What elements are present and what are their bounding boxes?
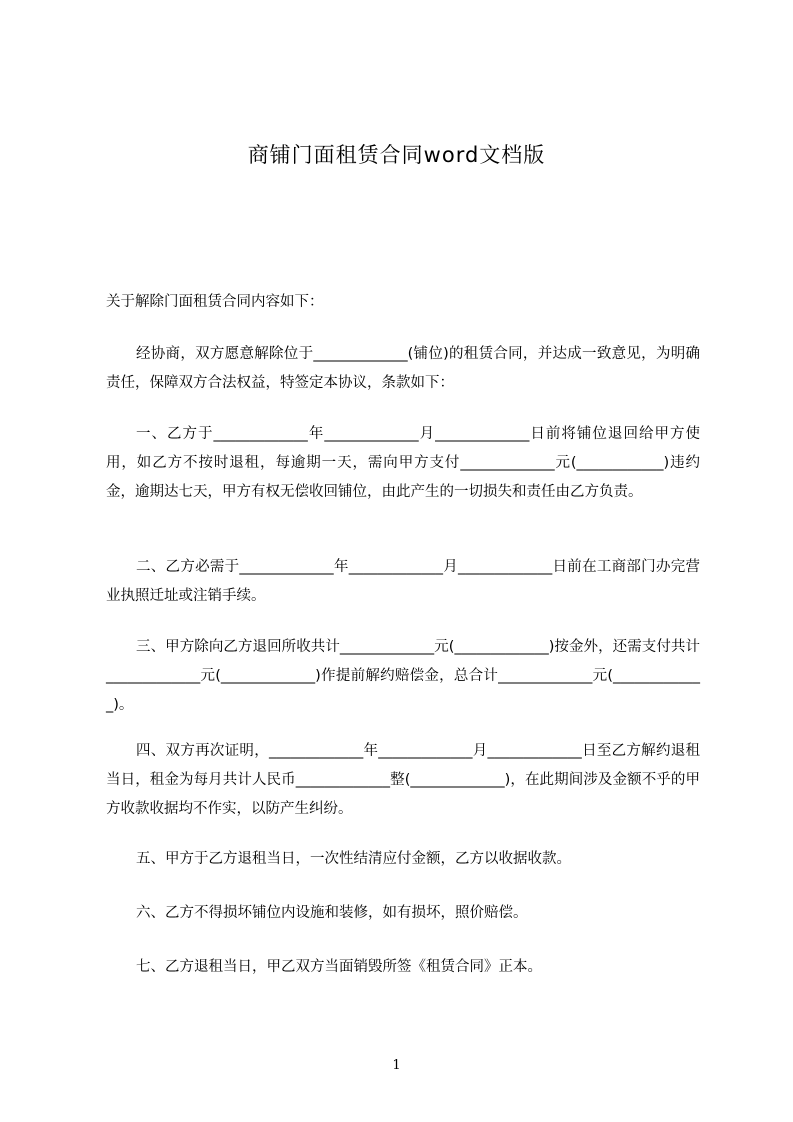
clause-2-paragraph: 二、乙方必需于_____________年_____________月_____________日前在工商部门办完营业执照迁址或注销手续。 [106,559,700,604]
preamble-paragraph: 经协商，双方愿意解除位于_____________(铺位)的租赁合同，并达成一致意见，为明确责任，保障双方合法权益，特签定本协议，条款如下： [106,346,700,391]
clause-3-paragraph: 三、甲方除向乙方退回所收共计_____________元(_____________)按金外，还需支付共计_____________元(_____________)作提前解约赔偿金，总合计_____________元(_____________)。 [106,639,700,713]
document-title: 商铺门面租赁合同word文档版 [247,143,546,167]
clause-1-paragraph: 一、乙方于_____________年_____________月_____________日前将铺位退回给甲方使用，如乙方不按时退租，每逾期一天，需向甲方支付_____________元(____________)违约金，逾期达七天，甲方有权无偿收回铺位，由此产生的一切损失和责任由乙方负责。 [106,426,700,500]
clause-7-paragraph: 七、乙方退租当日，甲乙双方当面销毁所签《租赁合同》正本。 [136,959,542,975]
intro-paragraph: 关于解除门面租赁合同内容如下： [106,294,324,310]
clause-5-paragraph: 五、甲方于乙方退租当日，一次性结清应付金额，乙方以收据收款。 [136,851,571,867]
page-number: 1 [392,1058,401,1073]
clause-4-paragraph: 四、双方再次证明，_____________年_____________月_____________日至乙方解约退租当日，租金为每月共计人民币_____________整(_____________)，在此期间涉及金额不乎的甲方收款收据均不作实，以防产生纠纷。 [106,743,700,817]
clause-6-paragraph: 六、乙方不得损坏铺位内设施和装修，如有损坏，照价赔偿。 [136,905,528,921]
